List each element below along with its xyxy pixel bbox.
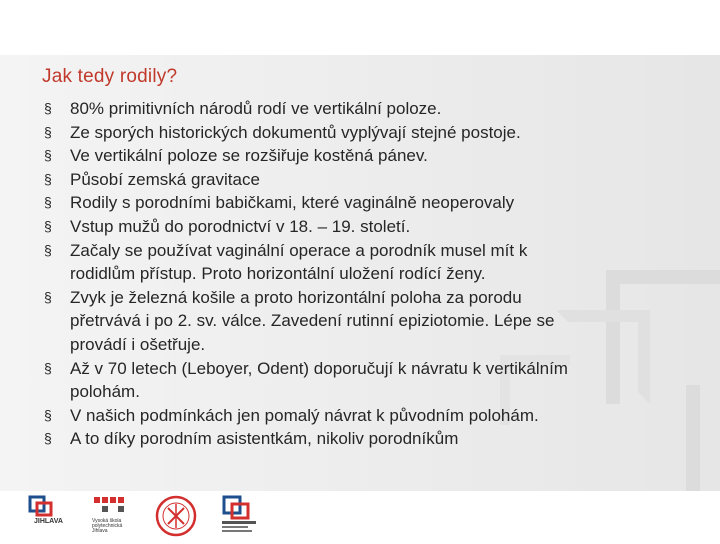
bullet-marker: §: [44, 359, 52, 376]
bullet-text-line: Zvyk je železná košile a proto horizontální poloha za porodu: [70, 287, 522, 307]
bullet-item: [44, 427, 684, 451]
bullet-item: [44, 404, 684, 428]
logo-emblem-circular: [154, 495, 198, 544]
bullet-marker: §: [44, 217, 52, 234]
bullet-text-line: Vstup mužů do porodnictví v 18. – 19. století.: [70, 216, 411, 236]
bullet-text-line: Až v 70 letech (Leboyer, Odent) doporučují k návratu k vertikálním: [70, 358, 568, 378]
bullet-item: [44, 239, 684, 286]
bullet-marker: §: [44, 147, 52, 164]
bullet-item: [44, 97, 684, 121]
bullet-text-line: Začaly se používat vaginální operace a porodník musel mít k: [70, 240, 528, 260]
bullet-text-line: Působí zemská gravitace: [70, 169, 260, 189]
bullet-text-line: rodidlům přístup. Proto horizontální uložení rodící ženy.: [70, 264, 486, 284]
logo-university-box: [218, 495, 264, 540]
bullet-text-line: Ve vertikální poloze se rozšiřuje kostěná pánev.: [70, 146, 428, 166]
bullet-item: [44, 144, 684, 168]
bullet-marker: §: [44, 406, 52, 423]
bullet-item: [44, 286, 684, 357]
logo-vysoka-skola-jihlava: [28, 495, 78, 536]
bullet-text-line: provádí i ošetřuje.: [70, 334, 206, 354]
bullet-text-line: V našich podmínkách jen pomalý návrat k původním polohám.: [70, 405, 539, 425]
bullet-list: [44, 97, 684, 451]
logo-text: JIHLAVA: [34, 518, 63, 525]
bullet-text-line: Ze sporých historických dokumentů vyplývají stejné postoje.: [70, 122, 521, 142]
logo-caption: Vysoká škola polytechnická Jihlava: [92, 518, 123, 534]
slide-title: Jak tedy rodily?: [42, 66, 178, 87]
bullet-marker: §: [44, 100, 52, 116]
bullet-marker: §: [44, 194, 52, 211]
bullet-text-line: 80% primitivních národů rodí ve vertikální poloze.: [70, 99, 442, 118]
bullet-marker: §: [44, 430, 52, 447]
bullet-item: [44, 121, 684, 145]
footer-logos: [0, 491, 720, 540]
bullet-text-line: A to díky porodním asistentkám, nikoliv porodníkům: [70, 429, 459, 449]
bullet-marker: §: [44, 288, 52, 305]
bullet-marker: §: [44, 123, 52, 140]
bullet-item: [44, 357, 684, 404]
bullet-marker: §: [44, 241, 52, 258]
bullet-item: [44, 168, 684, 192]
bullet-item: [44, 191, 684, 215]
bullet-text-line: přetrvává i po 2. sv. válce. Zavedení rutinní epiziotomie. Lépe se: [70, 311, 555, 331]
bullet-item: [44, 215, 684, 239]
logo-vysoka-skola-polytechnicka: [90, 495, 140, 534]
bullet-marker: §: [44, 170, 52, 187]
bullet-text-line: Rodily s porodními babičkami, které vaginálně neoperovaly: [70, 193, 515, 213]
bullet-text-line: polohám.: [70, 382, 140, 402]
